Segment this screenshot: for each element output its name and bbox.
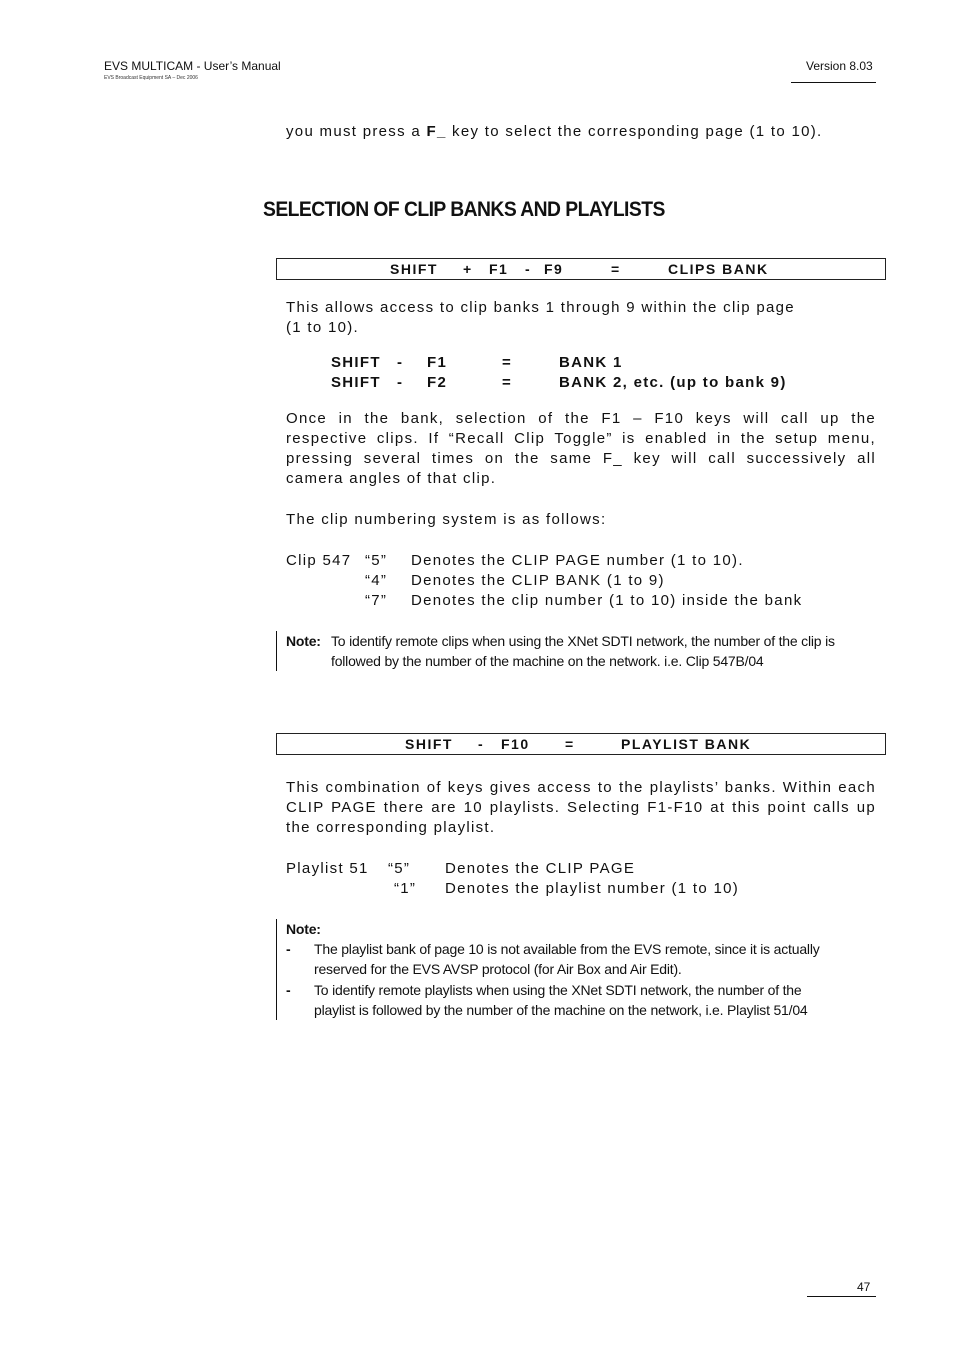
note-line: followed by the number of the machine on the network. i.e. Clip 547B/04: [331, 653, 764, 669]
bank-row-result: BANK 1: [559, 354, 623, 371]
bank-row-result: BANK 2, etc. (up to bank 9): [559, 374, 787, 391]
bank-row-shift: SHIFT: [331, 374, 381, 391]
bullet-dash: -: [286, 982, 291, 998]
playlist-paragraph: This combination of keys gives access to the playlists’ banks. Within each CLIP PAGE there are 10 playlists. Selecting F1-F10 at this point calls up the corresponding playlist.: [286, 779, 876, 836]
page-number: 47: [857, 1280, 871, 1294]
playlist-digit: “1”: [394, 880, 417, 897]
intro-post: key to select the corresponding page (1 to 10).: [446, 123, 823, 140]
bank-row-key: F1: [427, 354, 448, 371]
clips-box-plus: +: [463, 261, 473, 277]
note-item-line: playlist is followed by the number of the machine on the network, i.e. Playlist 51/04: [314, 1002, 808, 1018]
bank-row-shift: SHIFT: [331, 354, 381, 371]
clips-paragraph-line: (1 to 10).: [286, 319, 360, 336]
bank-row-eq: =: [502, 374, 513, 391]
intro-pre: you must press a: [286, 123, 427, 140]
clip-digit: “5”: [365, 552, 388, 569]
note-line: To identify remote clips when using the XNet SDTI network, the number of the clip is: [331, 633, 835, 649]
playlist-box-dash: -: [478, 736, 485, 752]
section-title: SELECTION OF CLIP BANKS AND PLAYLISTS: [263, 198, 665, 221]
bank-row-eq: =: [502, 354, 513, 371]
footer-rule: [807, 1296, 876, 1297]
clips-paragraph-line: This allows access to clip banks 1 through 9 within the clip page: [286, 299, 795, 316]
note-item-line: The playlist bank of page 10 is not available from the EVS remote, since it is actually: [314, 941, 820, 957]
playlist-bank-keybox: [276, 733, 886, 755]
clips-box-shift: SHIFT: [390, 261, 438, 277]
playlist-digit: “5”: [388, 860, 411, 877]
note-playlists: [0, 919, 954, 1020]
bullet-dash: -: [286, 941, 291, 957]
playlist-box-shift: SHIFT: [405, 736, 453, 752]
playlist-digit-desc: Denotes the playlist number (1 to 10): [445, 880, 740, 897]
playlist-box-f10: F10: [501, 736, 530, 752]
clips-box-dash: -: [525, 261, 532, 277]
bank-paragraph: Once in the bank, selection of the F1 – F10 keys will call up the respective clips. If “Recall Clip Toggle” is enabled in the setup menu, pressing several times on the same F_ key will call successively all camera angles of that clip.: [286, 410, 876, 487]
clips-box-f9: F9: [544, 261, 564, 277]
clip-digit-desc: Denotes the CLIP PAGE number (1 to 10).: [411, 552, 744, 569]
clips-box-f1: F1: [489, 261, 509, 277]
clip-digit: “4”: [365, 572, 388, 589]
bank-row-dash: -: [397, 354, 404, 371]
clip-digit-desc: Denotes the CLIP BANK (1 to 9): [411, 572, 665, 589]
playlist-box-result: PLAYLIST BANK: [621, 736, 752, 752]
intro-key: F_: [426, 123, 447, 140]
bank-row-dash: -: [397, 374, 404, 391]
bank-row-key: F2: [427, 374, 448, 391]
header-version: Version 8.03: [806, 59, 873, 73]
header-rule: [791, 82, 876, 83]
clip-digit: “7”: [365, 592, 388, 609]
clip-numbering-label: Clip 547: [286, 552, 352, 569]
note-item-line: To identify remote playlists when using the XNet SDTI network, the number of the: [314, 982, 802, 998]
note-clips: [0, 631, 954, 671]
header-subtitle: EVS Broadcast Equipment SA – Dec 2006: [104, 75, 198, 81]
note-label: Note:: [286, 633, 321, 649]
clips-box-eq: =: [611, 261, 621, 277]
clip-digit-desc: Denotes the clip number (1 to 10) inside the bank: [411, 592, 803, 609]
clips-bank-keybox: [276, 258, 886, 280]
playlist-numbering: [0, 859, 954, 899]
intro-line: [286, 122, 823, 142]
numbering-intro: The clip numbering system is as follows:: [286, 511, 607, 528]
clip-numbering: [0, 551, 954, 611]
playlist-digit-desc: Denotes the CLIP PAGE: [445, 860, 636, 877]
clips-box-result: CLIPS BANK: [668, 261, 769, 277]
note-label: Note:: [286, 921, 321, 937]
note-item-line: reserved for the EVS AVSP protocol (for Air Box and Air Edit).: [314, 961, 682, 977]
playlist-numbering-label: Playlist 51: [286, 860, 369, 877]
header-title: EVS MULTICAM - User’s Manual: [104, 59, 281, 73]
playlist-box-eq: =: [565, 736, 575, 752]
clips-paragraph: [286, 298, 795, 338]
